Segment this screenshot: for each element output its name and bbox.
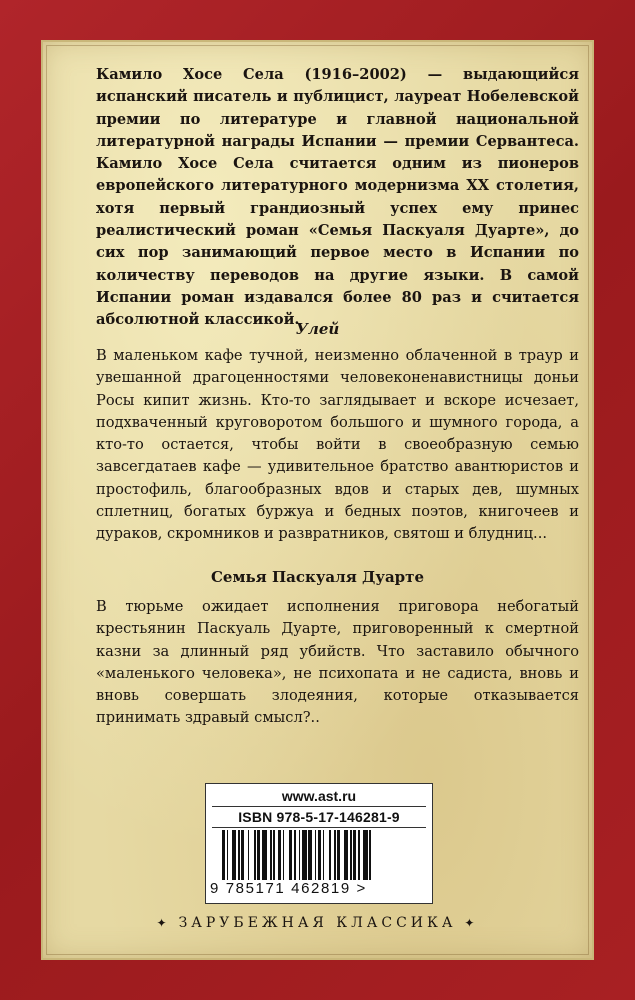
barcode-bar (248, 830, 250, 880)
ornament-left-icon: ✦ (156, 916, 171, 930)
barcode-bar (254, 830, 256, 880)
section-text-semya-para: В тюрьме ожидает исполнения приговора небогатый крестьянин Паскуаль Дуарте, приговоренный к смертной казни за длинный ряд убийств. Что заставило обычного «маленького человека», не психопата и не садиста, вновь и вновь совершать злодеяния, которые отказывается принимать здравый смысл?.. (96, 598, 579, 727)
series-label: ЗАРУБЕЖНАЯ КЛАССИКА (178, 915, 457, 931)
barcode-box (205, 783, 433, 904)
section-title-semya: Семья Паскуаля Дуарте (210, 568, 425, 586)
barcode-bar (289, 830, 292, 880)
barcode-bar (278, 830, 281, 880)
barcode-bar (270, 830, 272, 880)
barcode-bar (238, 830, 240, 880)
barcode-bar (337, 830, 340, 880)
barcode-bar (329, 830, 331, 880)
section-title-uley: Улей (295, 320, 340, 338)
barcode-bar (257, 830, 260, 880)
isbn-row (212, 806, 426, 828)
barcode-bar (227, 830, 229, 880)
barcode-bar (344, 830, 349, 880)
isbn-number: ISBN 978-5-17-146281-9 (238, 809, 400, 825)
barcode-bar (318, 830, 321, 880)
barcode-bar (273, 830, 275, 880)
publisher-website: www.ast.ru (281, 788, 357, 804)
author-intro-text: Камило Хосе Села (1916–2002) — выдающийся испанский писатель и публицист, лауреат Нобелевской премии по литературе и главной национальной литературной награды Испании — премии Сервантеса. Камило Хосе Села считается одним из пионеров европейского литературного модернизма XX столетия, хотя первый грандиозный успех ему принес реалистический роман «Семья Паскуаля Дуарте», до сих пор занимающий первое место в Испании по количеству переводов на другие языки. В самой Испании роман издавался более 80 раз и считается абсолютной классикой. (96, 66, 579, 329)
author-intro (96, 64, 579, 332)
barcode-bar (299, 830, 301, 880)
barcode-bar (302, 830, 307, 880)
barcode-bar (241, 830, 244, 880)
barcode-bar (363, 830, 368, 880)
barcode-bars (222, 830, 418, 880)
barcode-bar (315, 830, 317, 880)
section-text-uley (96, 345, 579, 546)
barcode-bar (283, 830, 285, 880)
barcode-bar (334, 830, 336, 880)
barcode-bar (294, 830, 296, 880)
barcode-bar (358, 830, 360, 880)
barcode-bar (222, 830, 225, 880)
section-text-semya (96, 596, 579, 730)
series-name (41, 915, 594, 931)
barcode-bar (353, 830, 356, 880)
barcode-bar (350, 830, 352, 880)
ean-digits: 9 785171 462819 > (210, 880, 367, 897)
barcode-bar (232, 830, 237, 880)
barcode-bar (369, 830, 371, 880)
barcode-bar (308, 830, 311, 880)
section-text-uley-para: В маленьком кафе тучной, неизменно облаченной в траур и увешанной драгоценностями человеконенавистницы доньи Росы кипит жизнь. Кто-то заглядывает и вскоре исчезает, подхваченный круговоротом большого и шумного города, а кто-то остается, чтобы войти в своеобразную семью завсегдатаев кафе — удивительное братство авантюристов и простофиль, благообразных вдов и старых дев, шумных сплетниц, богатых буржуа и бедных поэтов, книгочеев и дураков, скромников и развратников, святош и блудниц... (96, 347, 579, 543)
ornament-right-icon: ✦ (464, 916, 479, 930)
barcode-bar (323, 830, 325, 880)
barcode-bar (262, 830, 267, 880)
